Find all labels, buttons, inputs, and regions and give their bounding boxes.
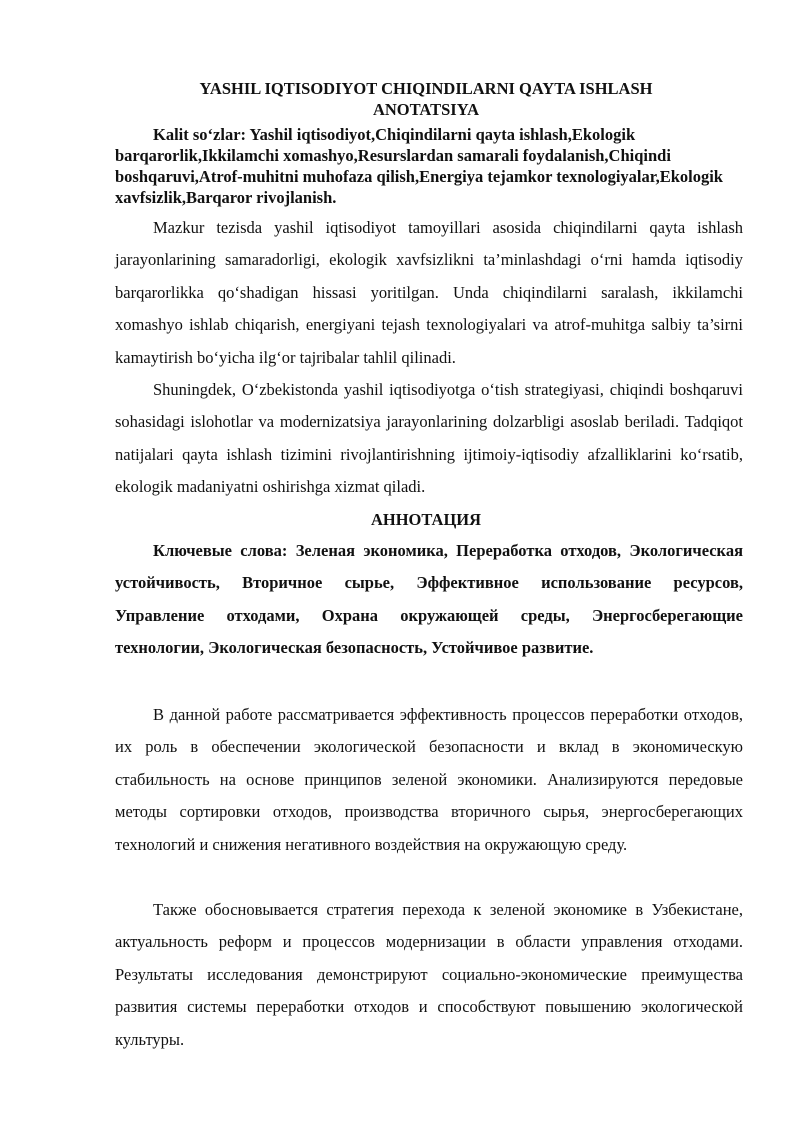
abstract-uz-paragraph-2: Shuningdek, O‘zbekistonda yashil iqtisodiyotga o‘tish strategiyasi, chiqindi boshqaruvi sohasidagi islohotlar va modernizatsiya jarayonlarining dolzarbligi asoslab beriladi. Tadqiqot natijalari qayta ishlash tizimini rivojlantirishning ijtimoiy-iqtisodiy afzalliklarini ko‘rsatib, ekologik madaniyatni oshirishga xizmat qiladi. (115, 380, 743, 497)
document-subtitle: ANOTATSIYA (372, 100, 480, 119)
annotation-heading-ru: АННОТАЦИЯ (370, 510, 482, 529)
abstract-uz-paragraph-1: Mazkur tezisda yashil iqtisodiyot tamoyillari asosida chiqindilarni qayta ishlash jarayonlarining samaradorligi, ekologik xavfsizlikni ta’minlashdagi o‘rni hamda iqtisodiy barqarorlikka qo‘shadigan hissasi yoritilgan. Unda chiqindilarni saralash, ikkilamchi xomashyo ishlab chiqarish, energiyani tejash texnologiyalari va atrof-muhitga salbiy ta’sirni kamaytirish bo‘yicha ilg‘or tajribalar tahlil qilinadi. (115, 218, 743, 367)
abstract-ru-paragraph-2: Также обосновывается стратегия перехода к зеленой экономике в Узбекистане, актуальность реформ и процессов модернизации в области управления отходами. Результаты исследования демонстрируют социально-экономические преимущества развития системы переработки отходов и способствуют повышению экологической культуры. (115, 900, 743, 1049)
keywords-ru: Ключевые слова: Зеленая экономика, Переработка отходов, Экологическая устойчивость, Вторичное сырье, Эффективное использование ресурсов, Управление отходами, Охрана окружающей среды, Энергосберегающие технологии, Экологическая безопасность, Устойчивое развитие. (115, 541, 743, 658)
keywords-uz: Kalit so‘zlar: Yashil iqtisodiyot,Chiqindilarni qayta ishlash,Ekologik barqarorlik,Ikkilamchi xomashyo,Resurslardan samarali foydalanish,Chiqindi boshqaruvi,Atrof-muhitni muhofaza qilish,Energiya tejamkor texnologiyalar,Ekologik xavfsizlik,Barqaror rivojlanish. (115, 125, 723, 207)
document-title: YASHIL IQTISODIYOT CHIQINDILARNI QAYTA ISHLASH (199, 79, 653, 98)
abstract-ru-paragraph-1: В данной работе рассматривается эффективность процессов переработки отходов, их роль в обеспечении экологической безопасности и вклад в экономическую стабильность на основе принципов зеленой экономики. Анализируются передовые методы сортировки отходов, производства вторичного сырья, энергосберегающих технологий и снижения негативного воздействия на окружающую среду. (115, 705, 743, 854)
